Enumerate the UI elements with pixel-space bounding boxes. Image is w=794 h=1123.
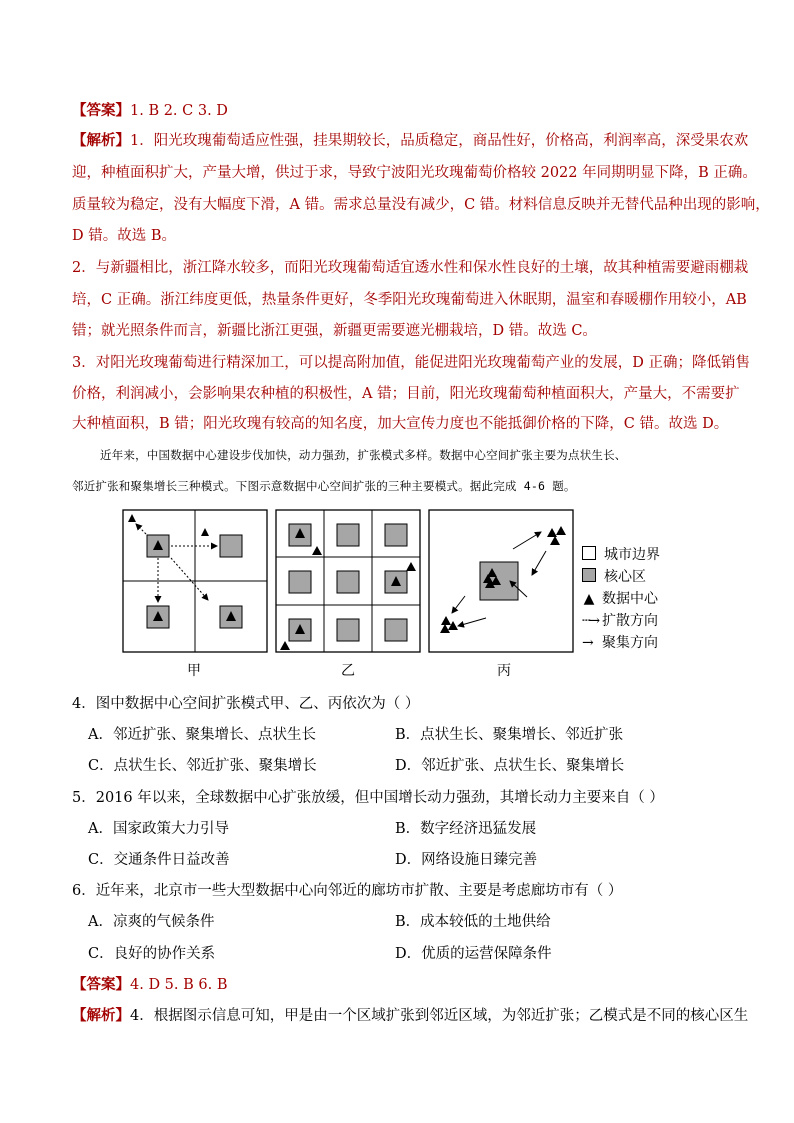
figure-label-jia: 甲 (187, 663, 201, 679)
q4-option-b[interactable]: B．点状生长、聚集增长、邻近扩张 (395, 727, 624, 743)
analysis-line: 错；就光照条件而言，新疆比浙江更强，新疆更需要遮光棚栽培，D 错。故选 C。 (72, 323, 597, 339)
answer-tag: 【答案】 (72, 102, 130, 119)
intro-line: 近年来，中国数据中心建设步伐加快，动力强劲，扩张模式多样。数据中心空间扩张主要为点状生长、 (100, 448, 627, 462)
answer-line-1 (72, 101, 228, 121)
question-5-stem: 5．2016 年以来，全球数据中心扩张放缓，但中国增长动力强劲，其增长动力主要来自（ ） (72, 790, 664, 806)
figure-label-yi: 乙 (341, 663, 355, 679)
panel-jia (123, 510, 267, 652)
triangle-icon: ▲ (583, 591, 595, 607)
gray-square-icon (582, 568, 596, 582)
question-6-stem: 6．近年来，北京市一些大型数据中心向邻近的廊坊市扩散、主要是考虑廊坊市有（ ） (72, 883, 623, 899)
analysis-line: 迎，种植面积扩大，产量大增，供过于求，导致宁波阳光玫瑰葡萄价格较 2022 年同期明显下降，B 正确。 (72, 165, 757, 181)
q4-option-c[interactable]: C．点状生长、邻近扩张、聚集增长 (88, 758, 317, 774)
answer-tag: 【答案】 (72, 976, 130, 993)
legend-aggregation: → 聚集方向 (582, 635, 658, 651)
white-square-icon (582, 546, 596, 560)
q5-option-a[interactable]: A．国家政策大力引导 (88, 821, 229, 837)
analysis-line (72, 131, 748, 151)
analysis-line: 质量较为稳定，没有大幅度下滑，A 错。需求总量没有减少，C 错。材料信息反映并无替代品种出现的影响， (72, 197, 770, 213)
analysis-tag: 【解析】 (72, 1007, 130, 1024)
q6-option-a[interactable]: A．凉爽的气候条件 (88, 914, 215, 930)
q6-option-d[interactable]: D．优质的运营保障条件 (395, 946, 552, 962)
analysis-line: 3．对阳光玫瑰葡萄进行精深加工，可以提高附加值，能促进阳光玫瑰葡萄产业的发展，D 正确；降低销售 (72, 355, 750, 371)
q5-option-d[interactable]: D．网络设施日臻完善 (395, 852, 538, 868)
panel-yi (276, 510, 420, 652)
question-4-stem: 4．图中数据中心空间扩张模式甲、乙、丙依次为（ ） (72, 696, 420, 712)
analysis-line: 培，C 正确。浙江纬度更低，热量条件更好，冬季阳光玫瑰葡萄进入休眠期，温室和春暖棚作用较小，AB (72, 292, 747, 308)
analysis-line: 大种植面积，B 错；阳光玫瑰有较高的知名度，加大宣传力度也不能抵御价格的下降，C 错。故选 D。 (72, 416, 729, 432)
q4-option-a[interactable]: A．邻近扩张、聚集增长、点状生长 (88, 727, 316, 743)
q6-option-c[interactable]: C．良好的协作关系 (88, 946, 216, 962)
legend-diffusion: ┄→ 扩散方向 (582, 613, 658, 629)
q6-option-b[interactable]: B．成本较低的土地供给 (395, 914, 551, 930)
analysis-text: 1．阳光玫瑰葡萄适应性强，挂果期较长，品质稳定，商品性好，价格高，利润率高，深受果农欢 (130, 133, 749, 149)
analysis-text: 4．根据图示信息可知，甲是由一个区域扩张到邻近区域，为邻近扩张；乙模式是不同的核心区生 (130, 1008, 749, 1024)
q5-option-c[interactable]: C．交通条件日益改善 (88, 852, 230, 868)
analysis-line-2 (72, 1006, 748, 1026)
legend-data-center: ▲ 数据中心 (583, 591, 658, 607)
legend-city-boundary: 城市边界 (582, 546, 660, 564)
q5-option-b[interactable]: B．数字经济迅猛发展 (395, 821, 537, 837)
analysis-line: 2．与新疆相比，浙江降水较多，而阳光玫瑰葡萄适宜透水性和保水性良好的土壤，故其种植需要避雨棚栽 (72, 260, 749, 276)
q4-option-d[interactable]: D．邻近扩张、点状生长、聚集增长 (395, 758, 625, 774)
expansion-mode-figure (118, 505, 578, 657)
answer-text: 4. D 5. B 6. B (130, 977, 228, 993)
analysis-line: 价格，利润减小，会影响果农种植的积极性，A 错；目前，阳光玫瑰葡萄种植面积大，产量大，不需要扩 (72, 386, 740, 402)
figure-label-bing: 丙 (497, 663, 511, 679)
panel-bing (429, 510, 573, 652)
analysis-tag: 【解析】 (72, 132, 130, 149)
solid-arrow-icon: → (582, 635, 594, 651)
answer-text: 1. B 2. C 3. D (130, 103, 228, 119)
analysis-line: D 错。故选 B。 (72, 228, 176, 244)
intro-line: 邻近扩张和聚集增长三种模式。下图示意数据中心空间扩张的三种主要模式。据此完成 4-6 题。 (72, 479, 576, 493)
legend-core-area: 核心区 (582, 568, 646, 586)
dashed-arrow-icon: ┄→ (582, 613, 599, 629)
answer-line-2 (72, 975, 228, 995)
